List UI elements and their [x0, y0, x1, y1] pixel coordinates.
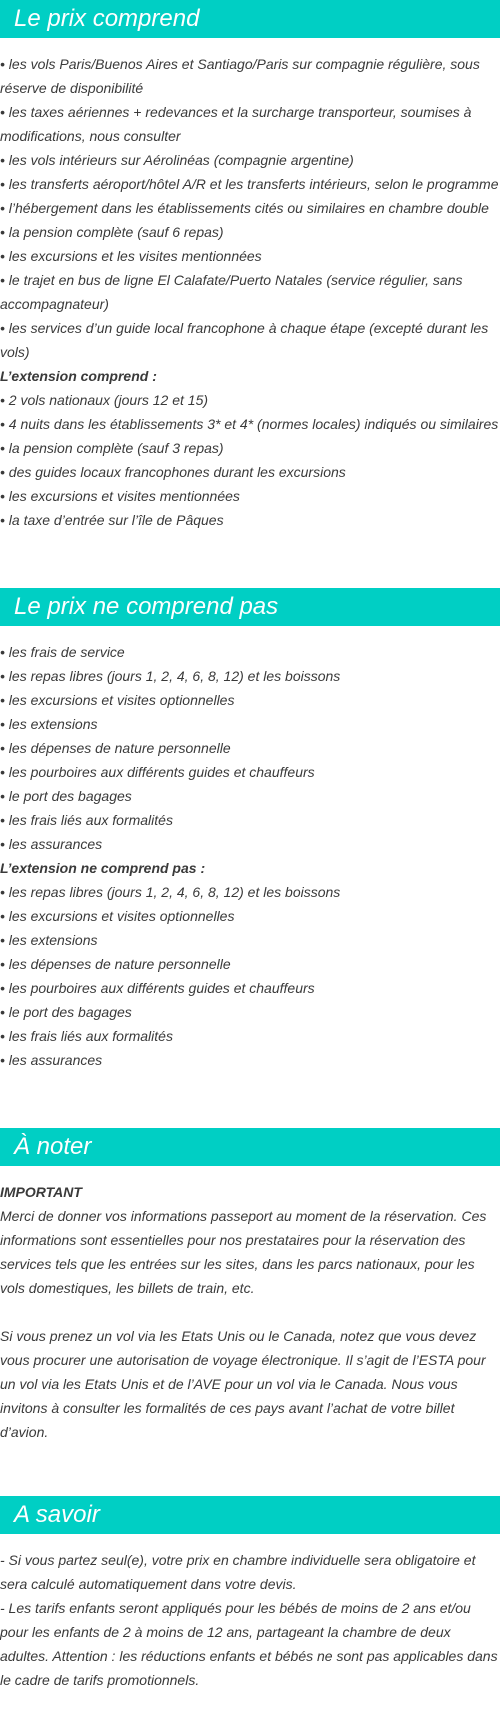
list-item: • les excursions et visites optionnelles — [0, 908, 235, 924]
list-item: • les transferts aéroport/hôtel A/R et les transferts intérieurs, selon le programme — [0, 176, 499, 192]
section-title-a-noter: À noter — [0, 1128, 500, 1166]
section-content-a-noter — [0, 1166, 500, 1444]
section-title-prix-ne-comprend-pas: Le prix ne comprend pas — [0, 588, 500, 626]
list-item: • les excursions et les visites mentionnées — [0, 248, 262, 264]
subheading-extension-ne-comprend-pas: L’extension ne comprend pas : — [0, 860, 206, 876]
list-item: • le trajet en bus de ligne El Calafate/Puerto Natales (service régulier, sans accompagnateur) — [0, 272, 463, 312]
list-item: • les services d’un guide local francophone à chaque étape (excepté durant les vols) — [0, 320, 489, 360]
list-item: • les assurances — [0, 1052, 103, 1068]
list-item: • les excursions et visites optionnelles — [0, 692, 235, 708]
section-content-prix-ne-comprend-pas — [0, 626, 500, 1072]
list-item: • les vols Paris/Buenos Aires et Santiago/Paris sur compagnie régulière, sous réserve de disponibilité — [0, 56, 480, 96]
list-item: • 2 vols nationaux (jours 12 et 15) — [0, 392, 209, 408]
list-item: • 4 nuits dans les établissements 3* et 4* (normes locales) indiqués ou similaires — [0, 416, 499, 432]
list-item: • les excursions et visites mentionnées — [0, 488, 240, 504]
paragraph-esta: Si vous prenez un vol via les Etats Unis ou le Canada, notez que vous devez vous procurer une autorisation de voyage électronique. Il s’agit de l’ESTA pour un vol via les Etats Unis et de l’AVE pour un vol via le Canada. Nous vous invitons à consulter les formalités de ces pays avant l’achat de votre billet d’avion. — [0, 1328, 486, 1440]
list-item: • la pension complète (sauf 6 repas) — [0, 224, 224, 240]
section-content-a-savoir — [0, 1534, 500, 1692]
list-item: • les pourboires aux différents guides et chauffeurs — [0, 764, 315, 780]
subheading-extension-comprend: L’extension comprend : — [0, 368, 157, 384]
section-title-a-savoir: A savoir — [0, 1496, 500, 1534]
paragraph-gap — [0, 1300, 500, 1324]
section-spacer — [0, 1444, 500, 1496]
paragraph-passport: Merci de donner vos informations passeport au moment de la réservation. Ces informations sont essentielles pour nos prestataires pour la réservation des services tels que les entrées sur les sites, dans les parcs nationaux, pour les vols domestiques, les billets de train, etc. — [0, 1208, 487, 1296]
section-title-prix-comprend: Le prix comprend — [0, 0, 500, 38]
list-item: • les dépenses de nature personnelle — [0, 956, 231, 972]
list-item: • l’hébergement dans les établissements cités ou similaires en chambre double — [0, 200, 489, 216]
list-item: • les frais liés aux formalités — [0, 1028, 173, 1044]
list-item: • les extensions — [0, 716, 98, 732]
list-item: • les assurances — [0, 836, 103, 852]
list-item: • les vols intérieurs sur Aérolinéas (compagnie argentine) — [0, 152, 354, 168]
list-item: • les repas libres (jours 1, 2, 4, 6, 8, 12) et les boissons — [0, 884, 341, 900]
section-content-prix-comprend — [0, 38, 500, 532]
list-item: • les frais liés aux formalités — [0, 812, 173, 828]
important-label: IMPORTANT — [0, 1184, 82, 1200]
list-item: • la pension complète (sauf 3 repas) — [0, 440, 224, 456]
paragraph-single: - Si vous partez seul(e), votre prix en chambre individuelle sera obligatoire et sera calculé automatiquement dans votre devis. — [0, 1552, 476, 1592]
list-item: • des guides locaux francophones durant les excursions — [0, 464, 346, 480]
list-item: • la taxe d’entrée sur l’île de Pâques — [0, 512, 224, 528]
list-item: • le port des bagages — [0, 788, 132, 804]
list-item: • les taxes aériennes + redevances et la surcharge transporteur, soumises à modifications, nous consulter — [0, 104, 472, 144]
list-item: • les extensions — [0, 932, 98, 948]
section-spacer — [0, 532, 500, 588]
list-item: • les frais de service — [0, 644, 125, 660]
list-item: • le port des bagages — [0, 1004, 132, 1020]
section-spacer — [0, 1072, 500, 1128]
list-item: • les pourboires aux différents guides et chauffeurs — [0, 980, 315, 996]
list-item: • les dépenses de nature personnelle — [0, 740, 231, 756]
list-item: • les repas libres (jours 1, 2, 4, 6, 8, 12) et les boissons — [0, 668, 341, 684]
paragraph-children: - Les tarifs enfants seront appliqués pour les bébés de moins de 2 ans et/ou pour les enfants de 2 à moins de 12 ans, partageant la chambre de deux adultes. Attention : les réductions enfants et bébés ne sont pas applicables dans le cadre de tarifs promotionnels. — [0, 1600, 498, 1688]
